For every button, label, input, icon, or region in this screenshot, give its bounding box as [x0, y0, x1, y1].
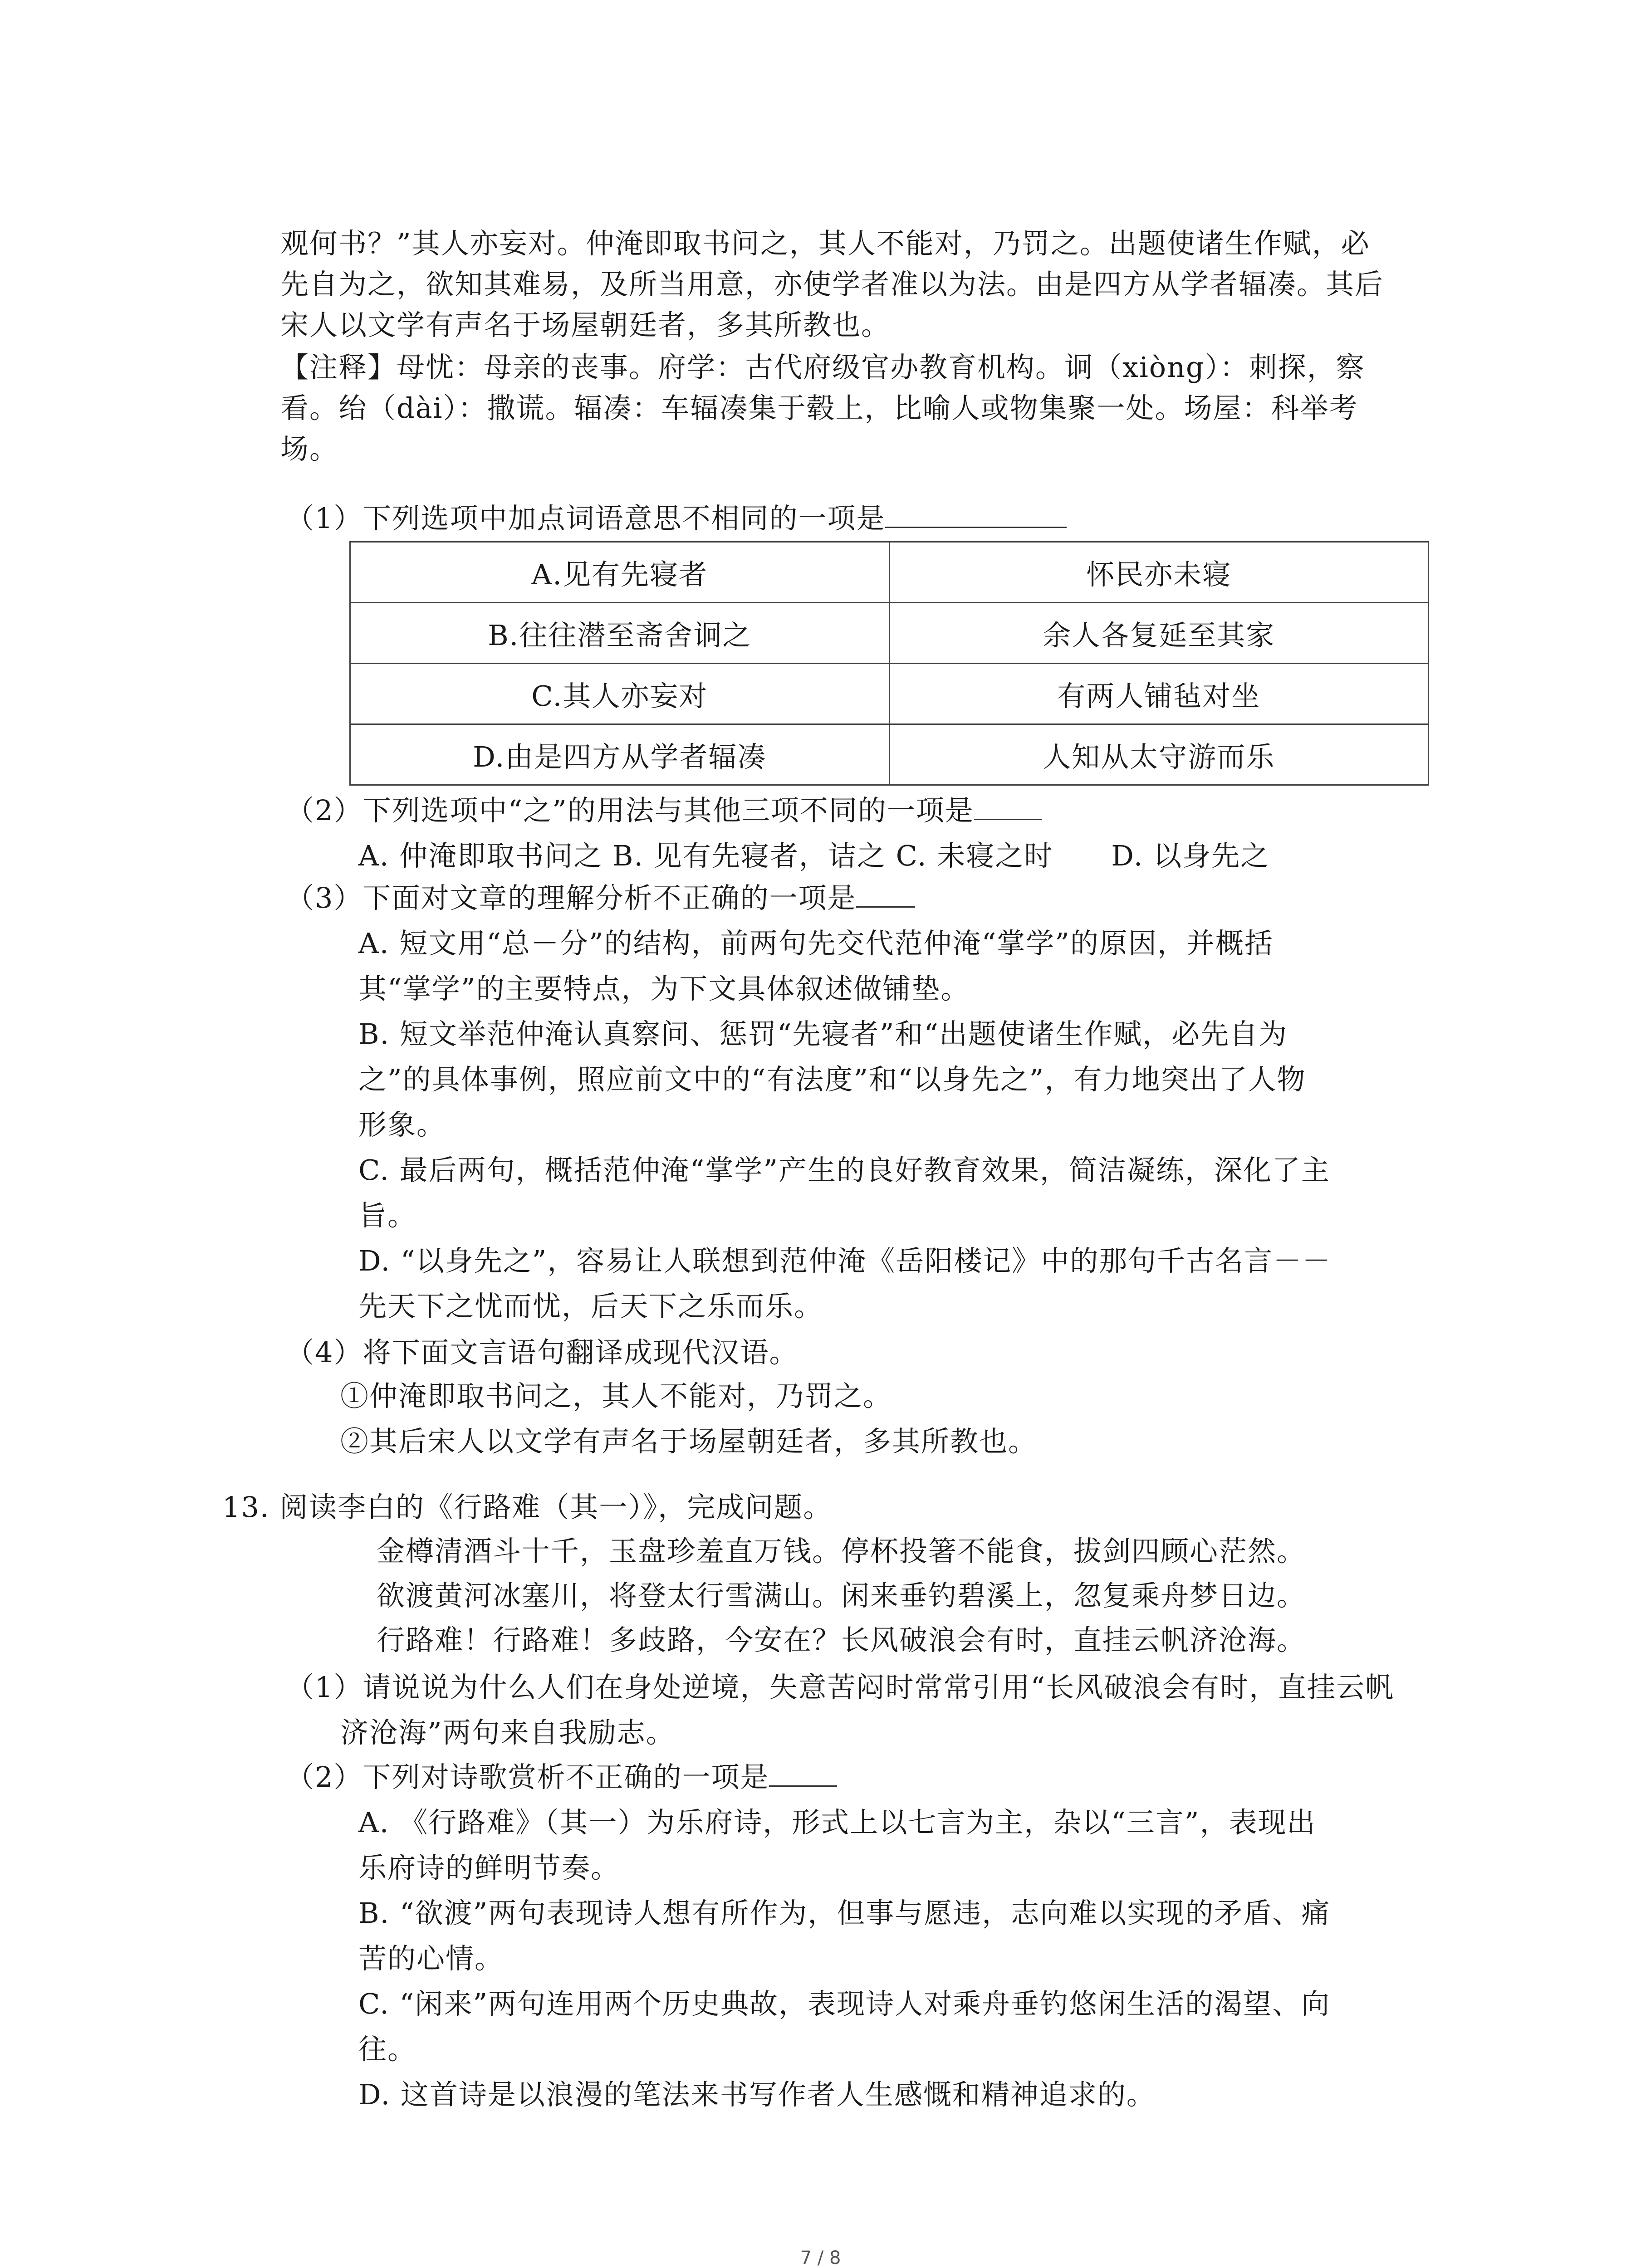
passage-line: 观何书？”其人亦妄对。仲淹即取书问之，其人不能对，乃罚之。出题使诸生作赋，必: [280, 227, 1370, 260]
option-line: B. 短文举范仲淹认真察问、惩罚“先寝者”和“出题使诸生作赋，必先自为: [358, 1017, 1288, 1051]
poem-line: 行路难！行路难！多歧路，今安在？长风破浪会有时，直挂云帆济沧海。: [377, 1623, 1306, 1657]
table-cell: 怀民亦未寝: [889, 542, 1429, 603]
notes-line: 看。绐（dài）：撒谎。辐凑：车辐凑集于毂上，比喻人或物集聚一处。场屋：科举考: [280, 391, 1358, 425]
option-line: D. 这首诗是以浪漫的笔法来书写作者人生感慨和精神追求的。: [358, 2078, 1156, 2111]
option-line: C. 最后两句，概括范仲淹“掌学”产生的良好教育效果，简洁凝练，深化了主: [358, 1154, 1331, 1187]
option-line: 乐府诗的鲜明节奏。: [358, 1851, 620, 1884]
page-number: 7 / 8: [800, 2248, 841, 2268]
option-line: C. “闲来”两句连用两个历史典故，表现诗人对乘舟垂钓悠闲生活的渴望、向: [358, 1987, 1331, 2020]
table-cell: 有两人铺毡对坐: [889, 664, 1429, 724]
table-row: [350, 664, 1429, 724]
table-cell: 人知从太守游而乐: [889, 724, 1429, 785]
option-line: 先天下之忧而忧，后天下之乐而乐。: [358, 1290, 823, 1323]
option-line: 往。: [358, 2033, 417, 2066]
notes-line: 【注释】母忧：母亲的丧事。府学：古代府级官办教育机构。诇（xiòng）：刺探，察: [280, 351, 1365, 384]
notes-line: 场。: [280, 432, 339, 465]
question-12-3-stem: （3）下面对文章的理解分析不正确的一项是: [286, 880, 915, 916]
table-row: [350, 724, 1429, 785]
table-cell: D.由是四方从学者辐凑: [350, 724, 890, 785]
passage-line: 先自为之，欲知其难易，及所当用意，亦使学者准以为法。由是四方从学者辐凑。其后: [280, 268, 1384, 301]
option-line: 其“掌学”的主要特点，为下文具体叙述做铺垫。: [358, 972, 970, 1005]
option-line: 旨。: [358, 1199, 417, 1232]
translation-item: ①仲淹即取书问之，其人不能对，乃罚之。: [340, 1379, 892, 1413]
question-12-2-options: A. 仲淹即取书问之 B. 见有先寝者，诘之 C. 未寝之时 D. 以身先之: [358, 839, 1270, 872]
option-line: 形象。: [358, 1108, 446, 1141]
option-line: 之”的具体事例，照应前文中的“有法度”和“以身先之”，有力地突出了人物: [358, 1063, 1306, 1096]
question-12-1-stem: （1）下列选项中加点词语意思不相同的一项是: [286, 500, 1067, 537]
option-line: 苦的心情。: [358, 1942, 504, 1975]
table-cell: A.见有先寝者: [350, 542, 890, 603]
table-row: [350, 603, 1429, 664]
question-13-1-stem: （1）请说说为什么人们在身处逆境，失意苦闷时常常引用“长风破浪会有时，直挂云帆: [286, 1671, 1395, 1704]
question-12-4-stem: （4）将下面文言语句翻译成现代汉语。: [286, 1336, 798, 1369]
option-line: D. “以身先之”，容易让人联想到范仲淹《岳阳楼记》中的那句千古名言－－: [358, 1244, 1332, 1277]
table-cell: B.往往潜至斋舍诇之: [350, 603, 890, 664]
answer-blank[interactable]: [885, 500, 1067, 528]
poem-line: 欲渡黄河冰塞川，将登太行雪满山。闲来垂钓碧溪上，忽复乘舟梦日边。: [377, 1579, 1306, 1612]
question-13-title: 13. 阅读李白的《行路难（其一）》，完成问题。: [222, 1491, 833, 1524]
poem-line: 金樽清酒斗十千，玉盘珍羞直万钱。停杯投箸不能食，拔剑四顾心茫然。: [377, 1535, 1306, 1568]
question-13-2-stem: （2）下列对诗歌赏析不正确的一项是: [286, 1759, 837, 1795]
options-table: [349, 541, 1429, 786]
answer-blank[interactable]: [856, 880, 915, 908]
question-12-2-stem: （2）下列选项中“之”的用法与其他三项不同的一项是: [286, 792, 1042, 829]
answer-blank[interactable]: [769, 1759, 837, 1787]
answer-blank[interactable]: [974, 792, 1042, 820]
option-line: A. 《行路难》（其一）为乐府诗，形式上以七言为主，杂以“三言”，表现出: [358, 1806, 1316, 1839]
table-cell: C.其人亦妄对: [350, 664, 890, 724]
table-row: [350, 542, 1429, 603]
passage-line: 宋人以文学有声名于场屋朝廷者，多其所教也。: [280, 308, 891, 342]
option-line: A. 短文用“总－分”的结构，前两句先交代范仲淹“掌学”的原因，并概括: [358, 927, 1274, 960]
question-13-1-stem: 济沧海”两句来自我励志。: [340, 1716, 675, 1749]
option-line: B. “欲渡”两句表现诗人想有所作为，但事与愿违，志向难以实现的矛盾、痛: [358, 1897, 1331, 1930]
table-cell: 余人各复延至其家: [889, 603, 1429, 664]
translation-item: ②其后宋人以文学有声名于场屋朝廷者，多其所教也。: [340, 1425, 1038, 1458]
